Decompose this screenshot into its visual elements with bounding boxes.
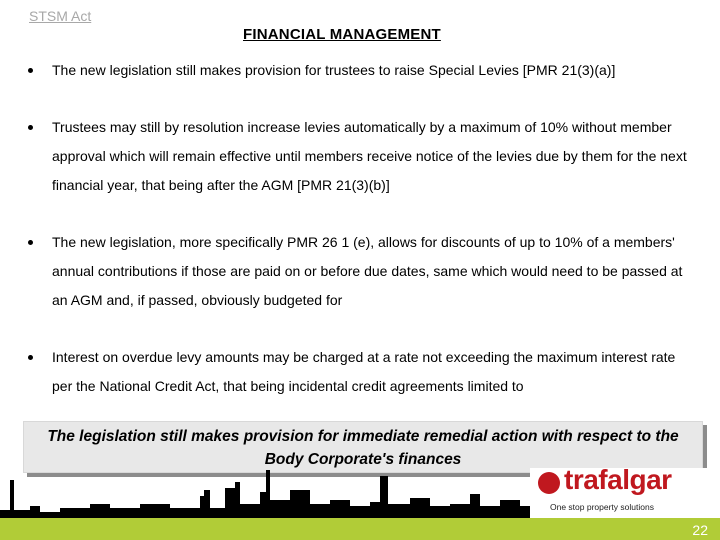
list-item [28,113,688,200]
bullet-icon [28,125,33,130]
list-item [28,228,688,315]
logo-mark-icon [538,472,560,494]
bullet-icon [28,240,33,245]
logo-tagline: One stop property solutions [550,502,654,512]
page-title: FINANCIAL MANAGEMENT [243,26,441,43]
callout-line-2: Body Corporate's finances [264,451,462,468]
callout-line-1: The legislation still makes provision for immediate remedial action with respect to the [47,428,679,445]
bullet-text: Trustees may still by resolution increase levies automatically by a maximum of 10% without member approval which will remain effective until members receive notice of the levies due by them for the next financial year, that being after the AGM [PMR 21(3)(b)] [52,119,687,193]
bullet-text: The new legislation still makes provision for trustees to raise Special Levies [PMR 21(3)(a)] [52,62,616,78]
bullet-icon [28,68,33,73]
bullet-list [28,56,688,429]
footer-bar [0,518,720,540]
bullet-text: The new legislation, more specifically PMR 26 1 (e), allows for discounts of up to 10% of a members' annual contributions if those are paid on or before due dates, same which would need to be passed at an AGM and, if passed, obviously budgeted for [52,234,683,308]
logo [530,464,715,520]
list-item [28,56,688,85]
page-number: 22 [692,522,708,538]
bullet-icon [28,355,33,360]
list-item [28,343,688,401]
logo-name: trafalgar [564,464,672,495]
header-link[interactable]: STSM Act [29,8,92,24]
bullet-text: Interest on overdue levy amounts may be charged at a rate not exceeding the maximum interest rate per the National Credit Act, that being incidental credit agreements limited to [52,349,676,394]
